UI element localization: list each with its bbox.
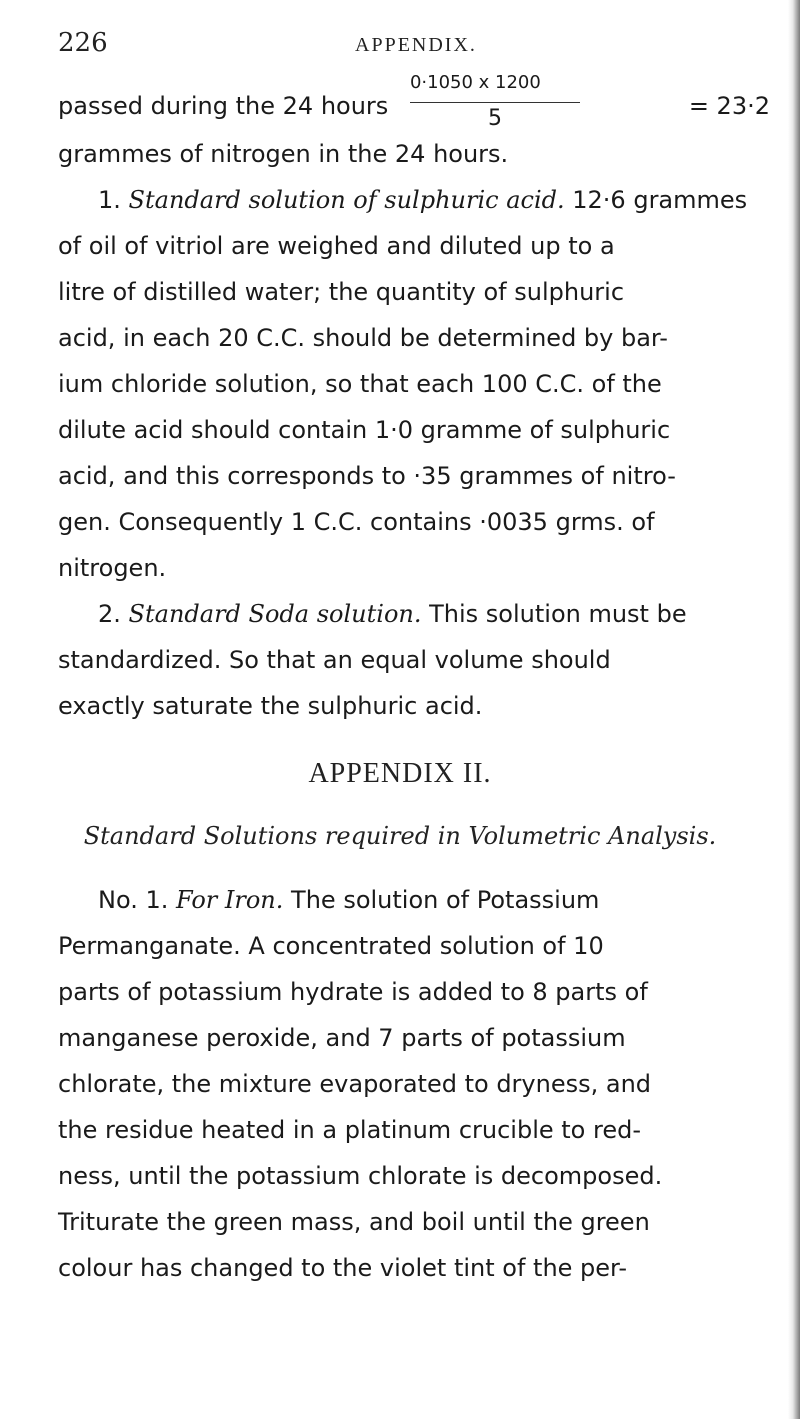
- no1-line: colour has changed to the violet tint of the per-: [58, 1254, 628, 1282]
- no1-line: parts of potassium hydrate is added to 8 parts of: [58, 978, 648, 1006]
- fraction-denominator: 5: [487, 106, 502, 131]
- no1-line: Permanganate. A concentrated solution of 10: [58, 932, 604, 960]
- item1-heading-line: [58, 186, 800, 214]
- no1-line: the residue heated in a platinum crucible to red-: [58, 1116, 641, 1144]
- no1-line: manganese peroxide, and 7 parts of potassium: [58, 1024, 626, 1052]
- page-number: 226: [58, 28, 108, 58]
- item2-heading-line: [58, 600, 800, 628]
- no1-label: No. 1.: [98, 886, 169, 914]
- appendix-title: APPENDIX II.: [308, 758, 492, 789]
- item1-line1-rest: 12·6 grammes: [572, 186, 748, 214]
- fraction-bar: [410, 102, 580, 103]
- no1-line: ness, until the potassium chlorate is decomposed.: [58, 1162, 663, 1190]
- item1-line: nitrogen.: [58, 554, 167, 582]
- no1-heading-line: [58, 886, 800, 914]
- no1-line: Triturate the green mass, and boil until the green: [58, 1208, 650, 1236]
- fraction-result: = 23·2: [688, 92, 770, 120]
- item1-line: litre of distilled water; the quantity of sulphuric: [58, 278, 625, 306]
- item1-line: ium chloride solution, so that each 100 C.C. of the: [58, 370, 662, 398]
- item2-number: 2.: [98, 600, 121, 628]
- item1-line: of oil of vitriol are weighed and diluted up to a: [58, 232, 615, 260]
- item1-number: 1.: [98, 186, 121, 214]
- intro-line-2: grammes of nitrogen in the 24 hours.: [58, 140, 509, 168]
- item2-line1-rest: This solution must be: [429, 600, 687, 628]
- item1-title: Standard solution of sulphuric acid.: [128, 186, 565, 214]
- no1-line: chlorate, the mixture evaporated to dryness, and: [58, 1070, 652, 1098]
- item2-title: Standard Soda solution.: [128, 600, 422, 628]
- running-head: APPENDIX.: [355, 34, 477, 56]
- item1-line: acid, in each 20 C.C. should be determined by bar-: [58, 324, 668, 352]
- appendix-subtitle: Standard Solutions required in Volumetric Analysis.: [83, 822, 717, 850]
- intro-text: passed during the 24 hours: [58, 92, 389, 120]
- page-header: [58, 28, 748, 68]
- no1-line1-rest: The solution of Potassium: [291, 886, 600, 914]
- item2-line: standardized. So that an equal volume should: [58, 646, 611, 674]
- item2-line: exactly saturate the sulphuric acid.: [58, 692, 483, 720]
- item1-line: dilute acid should contain 1·0 gramme of sulphuric: [58, 416, 671, 444]
- fraction-numerator: 0·1050 x 1200: [409, 72, 541, 93]
- item1-line: acid, and this corresponds to ·35 grammes of nitro-: [58, 462, 676, 490]
- item1-line: gen. Consequently 1 C.C. contains ·0035 grms. of: [58, 508, 655, 536]
- no1-title: For Iron.: [176, 886, 284, 914]
